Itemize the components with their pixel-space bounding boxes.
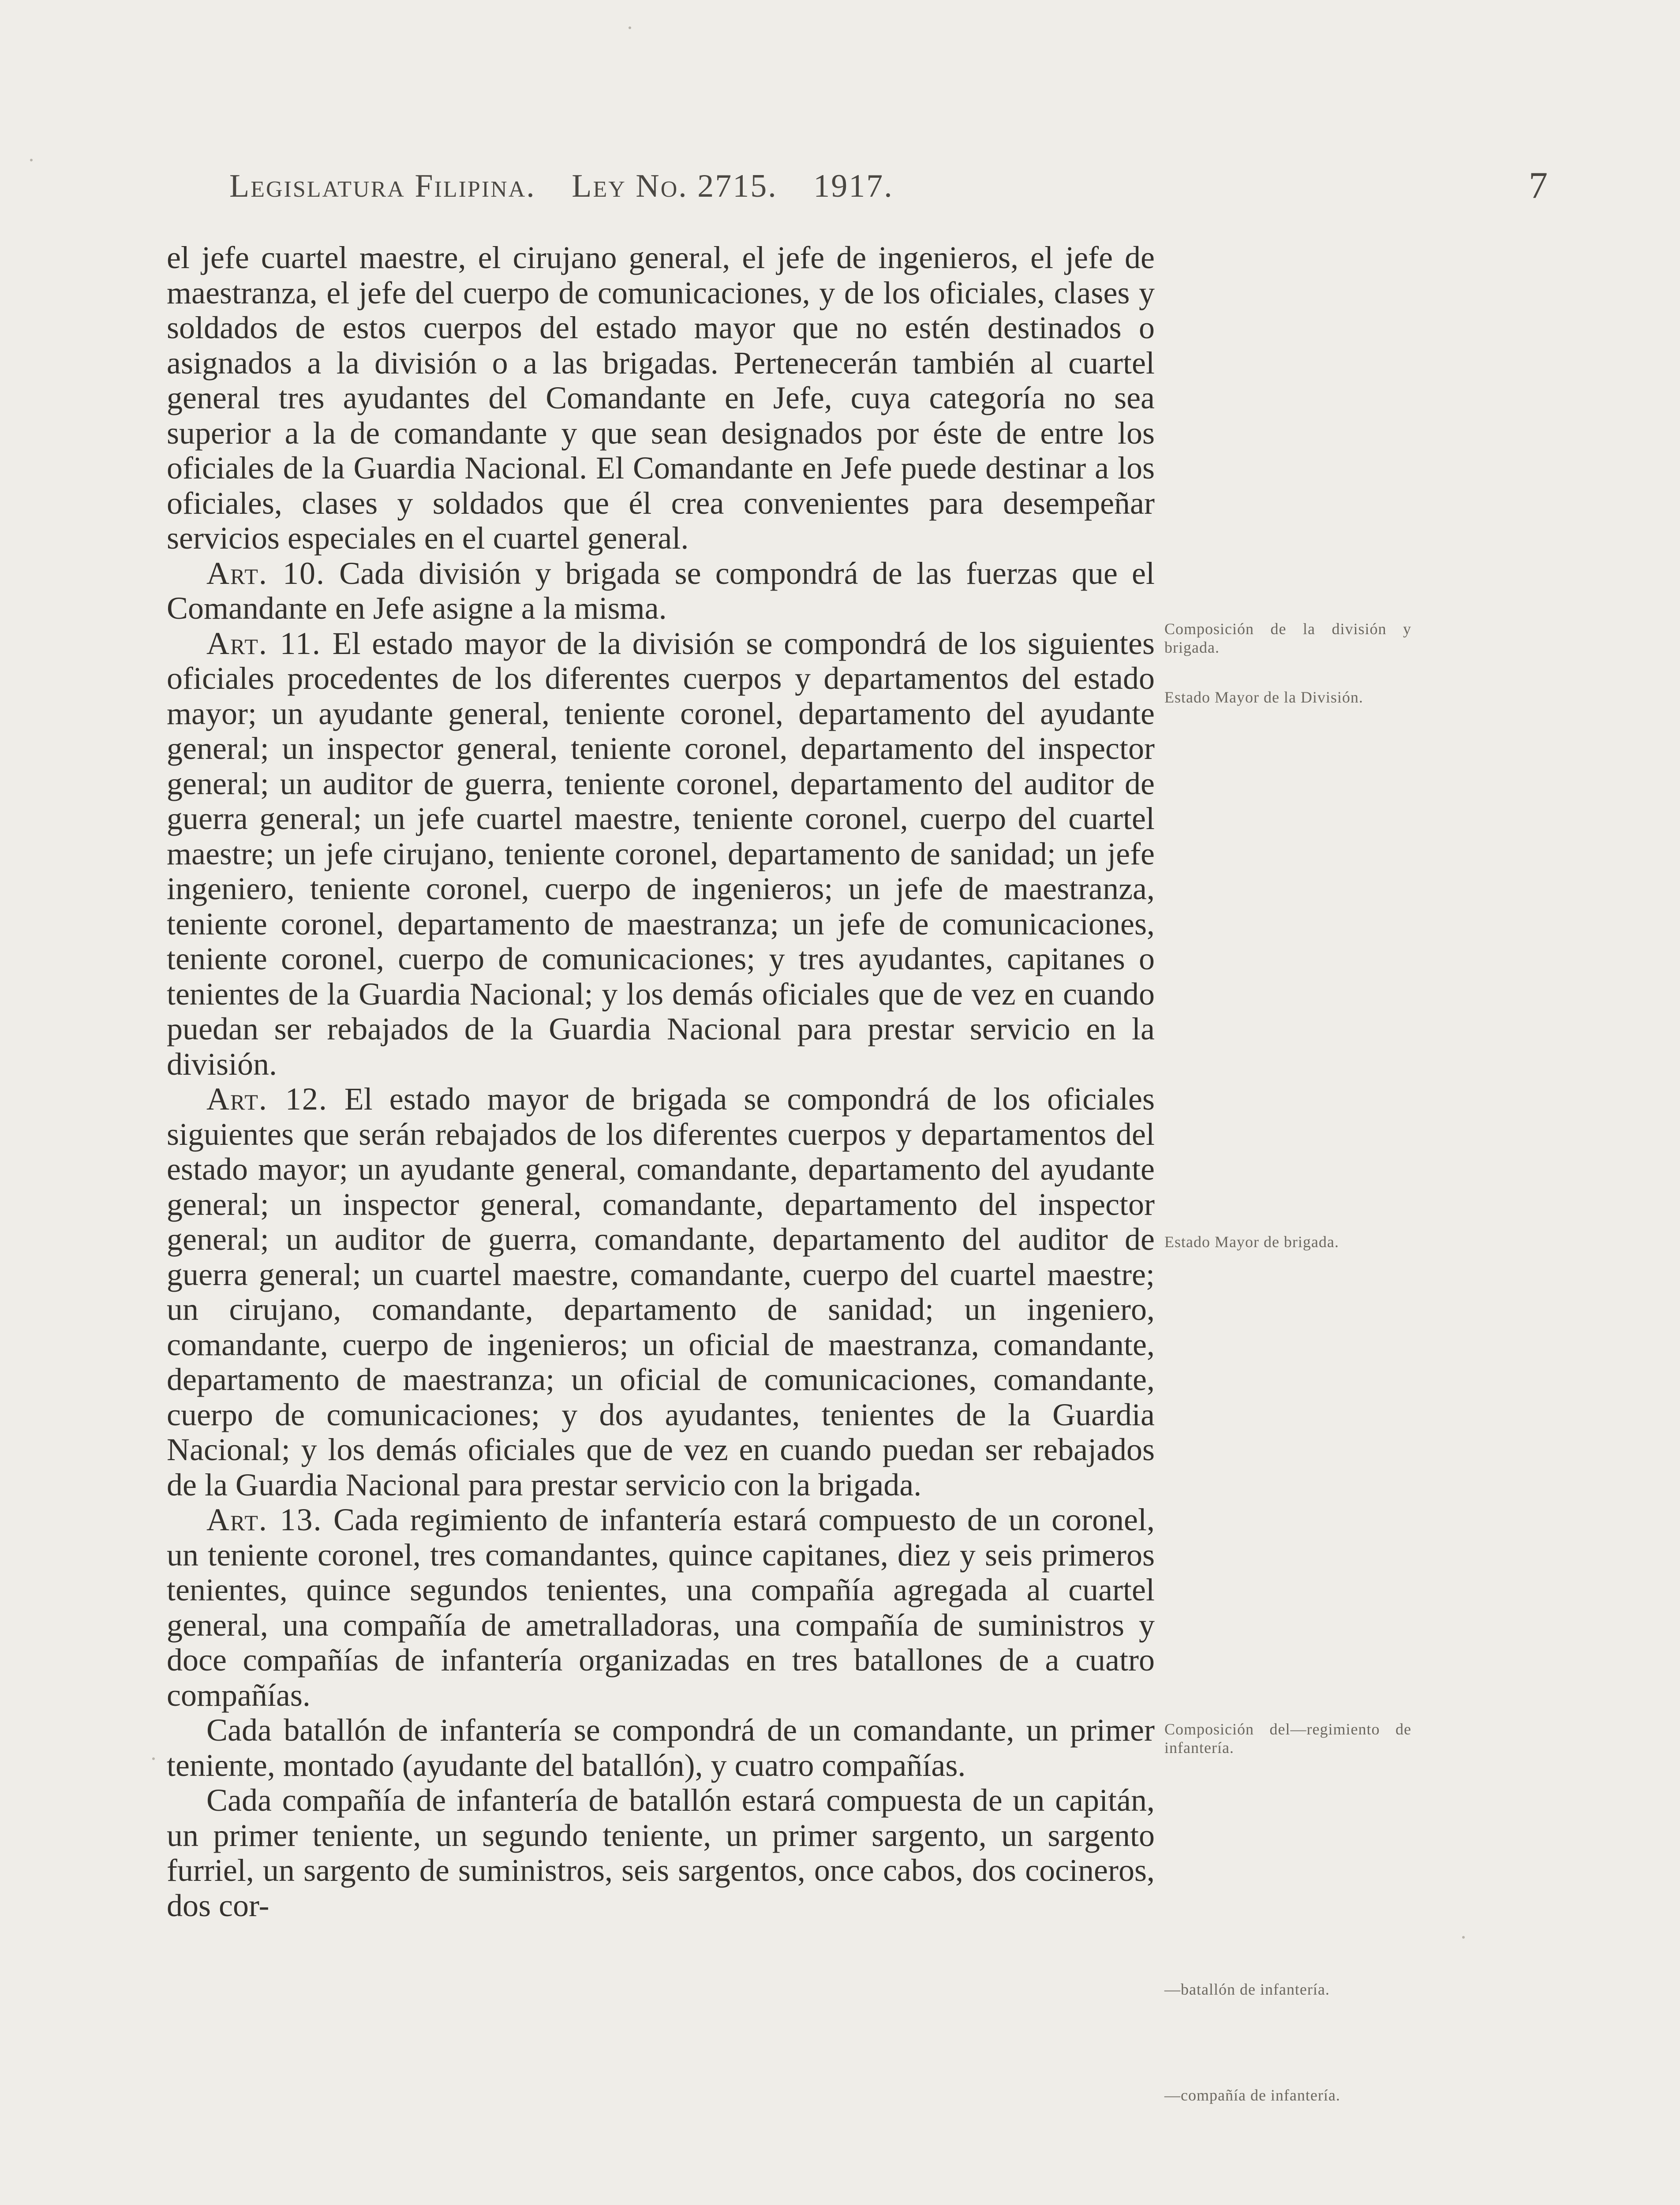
running-header-year: 1917. xyxy=(813,168,894,204)
paragraph-compania: Cada compañía de infantería de batallón estará compuesta de un capitán, un primer teniente, un segundo teniente, un primer sargento, un sargento furriel, un sargento de suministros, seis sargentos, once cabos, dos cocineros, dos cor- xyxy=(167,1783,1155,1923)
article-12-text: El estado mayor de brigada se compondrá de los oficiales siguientes que serán rebajados de los diferentes cuerpos y departamentos del estado mayor; un ayudante general, comandante, departamento del ayudante general; un inspector general, comandante, departamento del inspector general; un auditor de guerra, comandante, departamento del auditor de guerra general; un cuartel maestre, comandante, cuerpo del cuartel maestre; un cirujano, comandante, departamento de sanidad; un ingeniero, comandante, cuerpo de ingenieros; un oficial de maestranza, comandante, departamento de maestranza; un oficial de comunicaciones, comandante, cuerpo de comunicaciones; y dos ayudantes, tenientes de la Guardia Nacional; y los demás oficiales que de vez en cuando puedan ser rebajados de la Guardia Nacional para prestar servicio con la brigada. xyxy=(167,1081,1155,1502)
paragraph-batallon: Cada batallón de infantería se compondrá de un comandante, un primer teniente, montado (ayudante del batallón), y cuatro compañías. xyxy=(167,1712,1155,1783)
running-header-law: Ley No. 2715. xyxy=(572,168,778,204)
article-10 xyxy=(167,556,1155,626)
article-11-label: Art. 11. xyxy=(206,625,321,661)
margin-note-estado-mayor-brigada: Estado Mayor de brigada. xyxy=(1164,1233,1339,1251)
margin-note-division-brigada: Composición de la división y brigada. xyxy=(1164,620,1411,656)
article-11 xyxy=(167,626,1155,1082)
paper-speck xyxy=(30,159,33,161)
paper-speck xyxy=(1462,1936,1465,1939)
article-13 xyxy=(167,1502,1155,1713)
margin-note-regimiento-infanteria: Composición del—regimiento de infantería. xyxy=(1164,1720,1411,1757)
running-header xyxy=(229,168,1156,205)
margin-note-compania-infanteria: —compañía de infantería. xyxy=(1164,2086,1340,2104)
margin-note-batallon-infanteria: —batallón de infantería. xyxy=(1164,1981,1330,1998)
page-number: 7 xyxy=(1529,164,1548,206)
margin-note-estado-mayor-division: Estado Mayor de la División. xyxy=(1164,688,1363,706)
paper-speck xyxy=(152,1757,155,1760)
paragraph-continuation: el jefe cuartel maestre, el cirujano general, el jefe de ingenieros, el jefe de maestranza, el jefe del cuerpo de comunicaciones, y de los oficiales, clases y soldados de estos cuerpos del estado mayor que no estén destinados o asignados a la división o a las brigadas. Pertenecerán también al cuartel general tres ayudantes del Comandante en Jefe, cuya categoría no sea superior a la de comandante y que sean designados por éste de entre los oficiales de la Guardia Nacional. El Comandante en Jefe puede destinar a los oficiales, clases y soldados que él crea convenientes para desempeñar servicios especiales en el cuartel general. xyxy=(167,240,1155,556)
article-13-label: Art. 13. xyxy=(206,1502,322,1537)
article-12-label: Art. 12. xyxy=(206,1081,328,1117)
body-text xyxy=(167,240,1155,1923)
article-11-text: El estado mayor de la división se compondrá de los siguientes oficiales procedentes de los diferentes cuerpos y departamentos del estado mayor; un ayudante general, teniente coronel, departamento del ayudante general; un inspector general, teniente coronel, departamento del inspector general; un auditor de guerra, teniente coronel, departamento del auditor de guerra general; un jefe cuartel maestre, teniente coronel, cuerpo del cuartel maestre; un jefe cirujano, teniente coronel, departamento de sanidad; un jefe ingeniero, teniente coronel, cuerpo de ingenieros; un jefe de maestranza, teniente coronel, departamento de maestranza; un jefe de comunicaciones, teniente coronel, cuerpo de comunicaciones; y tres ayudantes, capitanes o tenientes de la Guardia Nacional; y los demás oficiales que de vez en cuando puedan ser rebajados de la Guardia Nacional para prestar servicio en la división. xyxy=(167,625,1155,1082)
article-10-label: Art. 10. xyxy=(206,555,326,591)
article-12 xyxy=(167,1082,1155,1502)
article-13-text: Cada regimiento de infantería estará compuesto de un coronel, un teniente coronel, tres comandantes, quince capitanes, diez y seis primeros tenientes, quince segundos tenientes, una compañía agregada al cuartel general, una compañía de ametralladoras, una compañía de suministros y doce compañías de infantería organizadas en tres batallones de a cuatro compañías. xyxy=(167,1502,1155,1713)
article-10-text: Cada división y brigada se compondrá de las fuerzas que el Comandante en Jefe asigne a la misma. xyxy=(167,555,1155,626)
paper-speck xyxy=(629,26,631,29)
running-header-legislature: Legislatura Filipina. xyxy=(229,168,536,204)
